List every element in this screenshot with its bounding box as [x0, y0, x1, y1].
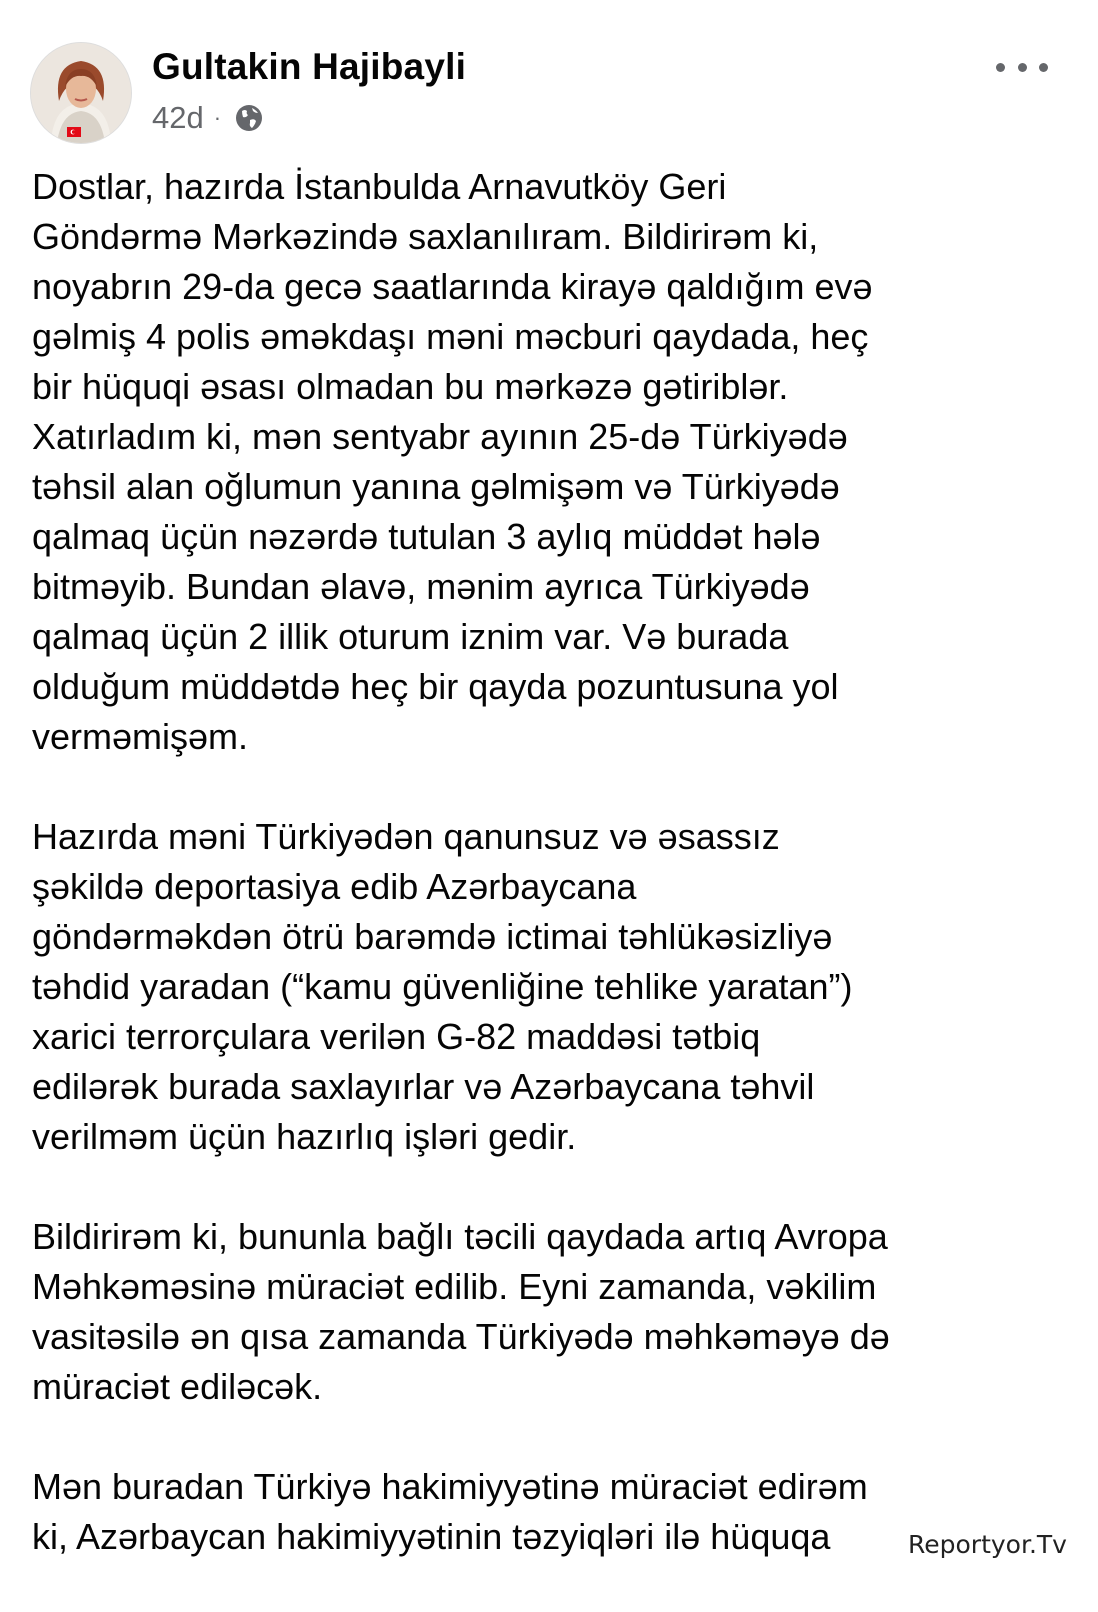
- post-text-line: bir hüquqi əsası olmadan bu mərkəzə gətiriblər.: [32, 366, 789, 407]
- post-text-line: şəkildə deportasiya edib Azərbaycana: [32, 866, 637, 907]
- post-text-line: verilməm üçün hazırlıq işləri gedir.: [32, 1116, 577, 1157]
- post-text-line: edilərək burada saxlayırlar və Azərbaycana təhvil: [32, 1066, 815, 1107]
- watermark-suffix: yor.Tv: [990, 1530, 1067, 1559]
- post-meta: [152, 98, 265, 138]
- post-paragraph: [32, 1212, 1062, 1412]
- post-text-line: müraciət ediləcək.: [32, 1366, 323, 1407]
- post-text-line: təhsil alan oğlumun yanına gəlmişəm və Türkiyədə: [32, 466, 840, 507]
- author-name[interactable]: Gultakin Hajibayli: [152, 46, 467, 87]
- post-timestamp[interactable]: 42d: [152, 100, 204, 135]
- author-avatar[interactable]: [30, 42, 132, 144]
- post-text-line: gəlmiş 4 polis əməkdaşı məni məcburi qaydada, heç: [32, 316, 869, 357]
- post-text-line: vasitəsilə ən qısa zamanda Türkiyədə məhkəməyə də: [32, 1316, 890, 1357]
- post-text-line: Dostlar, hazırda İstanbulda Arnavutköy Geri: [32, 166, 727, 207]
- post-text-line: göndərməkdən ötrü barəmdə ictimai təhlükəsizliyə: [32, 916, 833, 957]
- avatar-portrait-image: [31, 43, 131, 143]
- post-text-line: Bildirirəm ki, bununla bağlı təcili qaydada artıq Avropa: [32, 1216, 888, 1257]
- more-options-icon[interactable]: [996, 52, 1048, 82]
- post-body: [32, 162, 1062, 1612]
- post-text-line: Göndərmə Mərkəzində saxlanılıram. Bildirirəm ki,: [32, 216, 819, 257]
- post-text-line: noyabrın 29-da gecə saatlarında kirayə qaldığım evə: [32, 266, 873, 307]
- post-text-line: Məhkəməsinə müraciət edilib. Eyni zamanda, vəkilim: [32, 1266, 877, 1307]
- post-text-line: Hazırda məni Türkiyədən qanunsuz və əsassız: [32, 816, 780, 857]
- post-text-line: xarici terrorçulara verilən G-82 maddəsi tətbiq: [32, 1016, 761, 1057]
- post-text-line: qalmaq üçün nəzərdə tutulan 3 aylıq müddət hələ: [32, 516, 821, 557]
- meta-separator: ·: [213, 105, 222, 130]
- watermark: [908, 1530, 1067, 1559]
- post-text-line: bitməyib. Bundan əlavə, mənim ayrıca Türkiyədə: [32, 566, 810, 607]
- post-text-line: verməmişəm.: [32, 716, 249, 757]
- globe-icon[interactable]: [233, 102, 265, 134]
- post-text-line: Mən buradan Türkiyə hakimiyyətinə müraciət edirəm: [32, 1466, 868, 1507]
- post-text-line: olduğum müddətdə heç bir qayda pozuntusuna yol: [32, 666, 839, 707]
- post-text-line: qalmaq üçün 2 illik oturum iznim var. Və burada: [32, 616, 789, 657]
- post-text-line: təhdid yaradan (“kamu güvenliğine tehlike yaratan”): [32, 966, 853, 1007]
- watermark-text: Report: [908, 1530, 991, 1559]
- post-paragraph: [32, 162, 1062, 762]
- post-paragraph: [32, 812, 1062, 1162]
- post-text-line: Xatırladım ki, mən sentyabr ayının 25-də Türkiyədə: [32, 416, 848, 457]
- post-text-line: ki, Azərbaycan hakimiyyətinin təzyiqləri ilə hüquqa: [32, 1516, 831, 1557]
